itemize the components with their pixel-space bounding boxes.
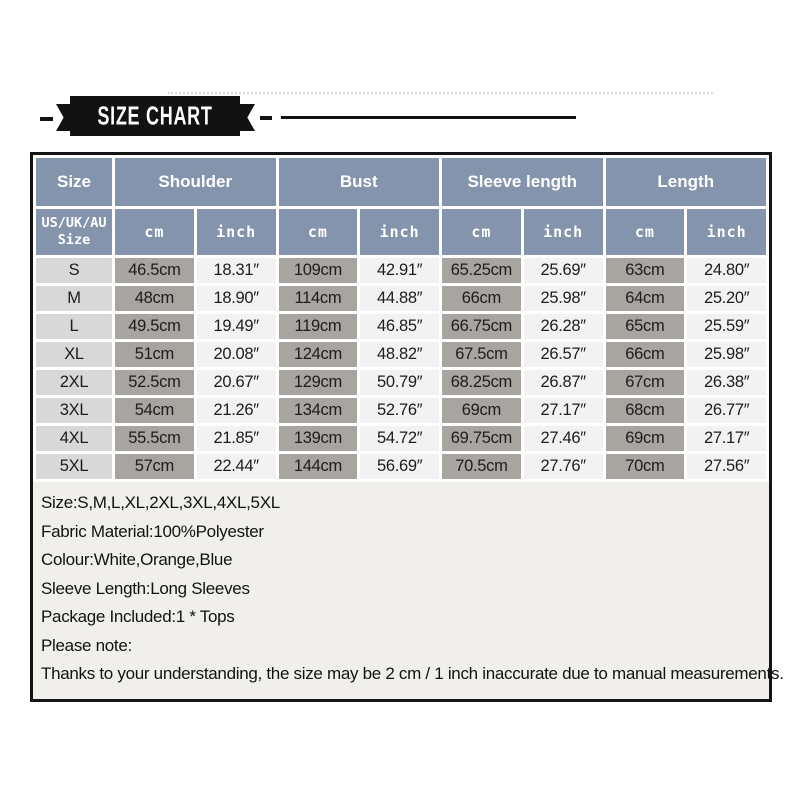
value-cell: 69cm bbox=[442, 398, 521, 423]
sub-header-inch: inch bbox=[524, 209, 603, 255]
value-cell: 18.90″ bbox=[197, 286, 276, 311]
table-row bbox=[36, 314, 766, 339]
info-line-please-note: Please note: bbox=[41, 635, 132, 655]
group-header-row bbox=[36, 158, 766, 206]
info-line-sleeve: Sleeve Length:Long Sleeves bbox=[41, 578, 250, 598]
size-chart-sheet bbox=[30, 152, 784, 702]
value-cell: 27.46″ bbox=[524, 426, 603, 451]
value-cell: 50.79″ bbox=[360, 370, 439, 395]
table-header bbox=[36, 158, 766, 255]
value-cell: 66.75cm bbox=[442, 314, 521, 339]
value-cell: 66cm bbox=[606, 342, 685, 367]
ribbon-tail-right-icon bbox=[238, 104, 255, 131]
value-cell: 65.25cm bbox=[442, 258, 521, 283]
value-cell: 21.26″ bbox=[197, 398, 276, 423]
value-cell: 52.76″ bbox=[360, 398, 439, 423]
value-cell: 25.20″ bbox=[687, 286, 766, 311]
value-cell: 26.28″ bbox=[524, 314, 603, 339]
value-cell: 67.5cm bbox=[442, 342, 521, 367]
value-cell: 65cm bbox=[606, 314, 685, 339]
value-cell: 48.82″ bbox=[360, 342, 439, 367]
banner-title: SIZE CHART bbox=[97, 100, 213, 131]
value-cell: 27.17″ bbox=[687, 426, 766, 451]
value-cell: 66cm bbox=[442, 286, 521, 311]
value-cell: 22.44″ bbox=[197, 454, 276, 479]
value-cell: 25.98″ bbox=[687, 342, 766, 367]
value-cell: 26.77″ bbox=[687, 398, 766, 423]
sub-header-cm: cm bbox=[279, 209, 358, 255]
sub-header-row bbox=[36, 209, 766, 255]
value-cell: 25.98″ bbox=[524, 286, 603, 311]
size-cell: 3XL bbox=[36, 398, 112, 423]
value-cell: 67cm bbox=[606, 370, 685, 395]
sub-header-inch: inch bbox=[360, 209, 439, 255]
value-cell: 70.5cm bbox=[442, 454, 521, 479]
info-line-fabric: Fabric Material:100%Polyester bbox=[41, 521, 264, 541]
info-line-sizes: Size:S,M,L,XL,2XL,3XL,4XL,5XL bbox=[41, 493, 280, 512]
value-cell: 52.5cm bbox=[115, 370, 194, 395]
value-cell: 27.76″ bbox=[524, 454, 603, 479]
left-dash bbox=[40, 117, 53, 121]
table-row bbox=[36, 342, 766, 367]
value-cell: 26.87″ bbox=[524, 370, 603, 395]
col-header-shoulder: Shoulder bbox=[115, 158, 276, 206]
value-cell: 26.57″ bbox=[524, 342, 603, 367]
table-row bbox=[36, 258, 766, 283]
value-cell: 21.85″ bbox=[197, 426, 276, 451]
table-body bbox=[36, 258, 766, 479]
value-cell: 20.67″ bbox=[197, 370, 276, 395]
size-cell: XL bbox=[36, 342, 112, 367]
value-cell: 20.08″ bbox=[197, 342, 276, 367]
table-row bbox=[36, 370, 766, 395]
col-header-length: Length bbox=[606, 158, 767, 206]
value-cell: 27.56″ bbox=[687, 454, 766, 479]
right-dash bbox=[260, 116, 272, 120]
info-line-colour: Colour:White,Orange,Blue bbox=[41, 550, 233, 569]
value-cell: 48cm bbox=[115, 286, 194, 311]
sub-header-inch: inch bbox=[687, 209, 766, 255]
value-cell: 114cm bbox=[279, 286, 358, 311]
value-cell: 55.5cm bbox=[115, 426, 194, 451]
value-cell: 124cm bbox=[279, 342, 358, 367]
col-header-sleeve-length: Sleeve length bbox=[442, 158, 603, 206]
info-line-disclaimer: Thanks to your understanding, the size may be 2 cm / 1 inch inaccurate due to manual measurements. bbox=[41, 664, 784, 683]
value-cell: 129cm bbox=[279, 370, 358, 395]
table-row bbox=[36, 426, 766, 451]
sub-header-cm: cm bbox=[442, 209, 521, 255]
size-cell: L bbox=[36, 314, 112, 339]
value-cell: 68cm bbox=[606, 398, 685, 423]
value-cell: 64cm bbox=[606, 286, 685, 311]
value-cell: 70cm bbox=[606, 454, 685, 479]
value-cell: 18.31″ bbox=[197, 258, 276, 283]
value-cell: 119cm bbox=[279, 314, 358, 339]
value-cell: 144cm bbox=[279, 454, 358, 479]
value-cell: 69.75cm bbox=[442, 426, 521, 451]
size-cell: 5XL bbox=[36, 454, 112, 479]
horizontal-rule bbox=[281, 116, 576, 119]
sub-header-cm: cm bbox=[115, 209, 194, 255]
sub-header-us-uk-au-size: US/UK/AU Size bbox=[36, 209, 112, 255]
value-cell: 57cm bbox=[115, 454, 194, 479]
info-box bbox=[30, 482, 784, 702]
value-cell: 24.80″ bbox=[687, 258, 766, 283]
table-row bbox=[36, 454, 766, 479]
value-cell: 44.88″ bbox=[360, 286, 439, 311]
size-cell: M bbox=[36, 286, 112, 311]
table-row bbox=[36, 398, 766, 423]
size-cell: S bbox=[36, 258, 112, 283]
value-cell: 25.59″ bbox=[687, 314, 766, 339]
value-cell: 49.5cm bbox=[115, 314, 194, 339]
value-cell: 26.38″ bbox=[687, 370, 766, 395]
value-cell: 19.49″ bbox=[197, 314, 276, 339]
sub-header-inch: inch bbox=[197, 209, 276, 255]
value-cell: 63cm bbox=[606, 258, 685, 283]
value-cell: 109cm bbox=[279, 258, 358, 283]
col-header-bust: Bust bbox=[279, 158, 440, 206]
value-cell: 25.69″ bbox=[524, 258, 603, 283]
banner bbox=[0, 0, 800, 152]
size-table bbox=[30, 152, 772, 485]
size-chart-ribbon bbox=[70, 96, 240, 136]
sub-header-cm: cm bbox=[606, 209, 685, 255]
value-cell: 134cm bbox=[279, 398, 358, 423]
info-line-package: Package Included:1 * Tops bbox=[41, 607, 235, 626]
value-cell: 42.91″ bbox=[360, 258, 439, 283]
value-cell: 139cm bbox=[279, 426, 358, 451]
value-cell: 54cm bbox=[115, 398, 194, 423]
col-header-size: Size bbox=[36, 158, 112, 206]
table-row bbox=[36, 286, 766, 311]
value-cell: 46.5cm bbox=[115, 258, 194, 283]
value-cell: 68.25cm bbox=[442, 370, 521, 395]
value-cell: 27.17″ bbox=[524, 398, 603, 423]
size-cell: 2XL bbox=[36, 370, 112, 395]
size-cell: 4XL bbox=[36, 426, 112, 451]
value-cell: 51cm bbox=[115, 342, 194, 367]
value-cell: 46.85″ bbox=[360, 314, 439, 339]
dotted-guide-line bbox=[168, 92, 713, 94]
value-cell: 54.72″ bbox=[360, 426, 439, 451]
value-cell: 56.69″ bbox=[360, 454, 439, 479]
value-cell: 69cm bbox=[606, 426, 685, 451]
